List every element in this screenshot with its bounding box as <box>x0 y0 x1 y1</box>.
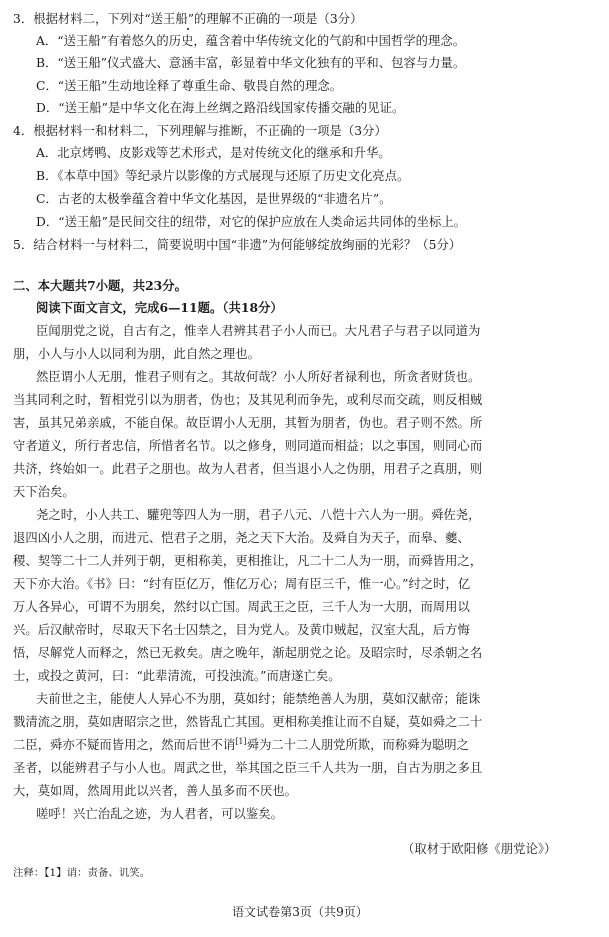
section-2-subheading: 阅读下面文言文，完成6—11题。（共18分） <box>36 300 283 315</box>
passage-line: 天下亦大治。《书》曰：“纣有臣亿万，惟亿万心；周有臣三千，惟一心。”纣之时，亿 <box>13 577 471 591</box>
passage-line: 兴。后汉献帝时，尽取天下名士囚禁之，目为党人。及黄巾贼起，汉室大乱，后方悔 <box>13 623 470 637</box>
passage-line: 大，莫如周，然周用此以兴者，善人虽多而不厌也。 <box>13 784 297 798</box>
passage-line: 尧之时，小人共工、驩兜等四人为一朋，君子八元、八恺十六人为一朋。舜佐尧， <box>36 508 481 522</box>
passage-line: 戮清流之朋，莫如唐昭宗之世，然皆乱亡其国。更相称美推让而不自疑，莫如舜之二十 <box>13 715 483 729</box>
passage-line: 然臣谓小人无朋，惟君子则有之。其故何哉？小人所好者禄利也，所贪者财货也。 <box>36 370 481 384</box>
passage-line: 士，或投之黄河，曰：“此辈清流，可投浊流。”而唐遂亡矣。 <box>13 669 341 683</box>
passage-line: 万人各异心，可谓不为朋矣，然纣以亡国。周武王之臣，三千人为一大朋，而周用以 <box>13 600 470 614</box>
question-4-option-d: D．“送王船”是民间交往的纽带，对它的保护应放在人类命运共同体的坐标上。 <box>36 215 467 229</box>
question-5-stem: 5．结合材料一与材料二，简要说明中国“非遗”为何能够绽放绚丽的光彩？（5分） <box>13 238 462 252</box>
question-4-option-b: B．《本草中国》等纪录片以影像的方式展现与还原了历史文化亮点。 <box>36 169 410 183</box>
note-marker: [1] <box>235 736 247 746</box>
question-3-stem <box>13 10 362 28</box>
passage-line: 守者道义，所行者忠信，所惜者名节。以之修身，则同道而相益；以之事国，则同心而 <box>13 439 483 453</box>
passage-source: （取材于欧阳修《朋党论》） <box>402 842 557 856</box>
passage-line: 嗟呼！兴亡治乱之迹，为人君者，可以鉴矣。 <box>36 807 283 821</box>
section-2-heading: 二、本大题共7小题，共23分。 <box>13 278 187 293</box>
question-4-option-a: A．北京烤鸭、皮影戏等艺术形式，是对传统文化的继承和升华。 <box>36 146 391 160</box>
passage-line: 害，虽其兄弟亲戚，不能自保。故臣谓小人无朋，其暂为朋者，伪也。君子则不然。所 <box>13 416 483 430</box>
passage-line: 圣者，以能辨君子与小人也。周武之世，举其国之臣三千人共为一朋，自古为朋之多且 <box>13 761 483 775</box>
passage-line: 悟，尽解党人而释之，然已无救矣。唐之晚年，渐起朋党之论。及昭宗时，尽杀朝之名 <box>13 646 483 660</box>
passage-line: 当其同利之时，暂相党引以为朋者，伪也；及其见利而争先，或利尽而交疏，则反相贼 <box>13 393 483 407</box>
passage-line-part: 二臣，舜亦不疑而皆用之，然而后世不诮 <box>13 738 236 752</box>
question-3-option-b: B．“送王船”仪式盛大、意涵丰富，彰显着中华文化独有的平和、包容与力量。 <box>36 56 466 70</box>
question-3-option-c: C．“送王船”生动地诠释了尊重生命、敬畏自然的理念。 <box>36 79 343 93</box>
page-footer: 语文试卷第3页（共9页） <box>232 905 368 919</box>
passage-line: 共济，终始如一。此君子之朋也。故为人君者，但当退小人之伪朋，用君子之真朋，则 <box>13 462 483 476</box>
passage-line: 退四凶小人之朋，而进元、恺君子之朋，尧之天下大治。及舜自为天子，而皋、夔、 <box>13 531 470 545</box>
passage-line: 臣闻朋党之说，自古有之，惟幸人君辨其君子小人而已。大凡君子与君子以同道为 <box>36 324 481 338</box>
question-4-option-c: C．古老的太极拳蕴含着中华文化基因，是世界级的“非遗名片”。 <box>36 192 392 206</box>
annotation-note: 注释：【1】诮：责备、讥笑。 <box>13 867 151 879</box>
question-3-option-d: D．“送王船”是中华文化在海上丝绸之路沿线国家传播交融的见证。 <box>36 101 405 115</box>
passage-line-with-note <box>13 736 469 754</box>
passage-line: 稷、契等二十二人并列于朝，更相称美，更相推让，凡二十二人为一朋，而舜皆用之， <box>13 554 483 568</box>
passage-line-part: 舜为二十二人朋党所欺，而称舜为聪明之 <box>246 738 469 752</box>
passage-line: 夫前世之主，能使人人异心不为朋，莫如纣；能禁绝善人为朋，莫如汉献帝；能诛 <box>36 692 481 706</box>
passage-line: 天下治矣。 <box>13 485 75 499</box>
passage-line: 朋，小人与小人以同利为朋，此自然之理也。 <box>13 347 260 361</box>
question-4-stem: 4．根据材料一和材料二，下列理解与推断，不正确的一项是（3分） <box>13 124 387 138</box>
question-3-option-a: A．“送王船”有着悠久的历史，蕴含着中华传统文化的气韵和中国哲学的理念。 <box>36 34 466 48</box>
question-3-stem-text: 3．根据材料二，下列对“送王船”的理解不正确的一项是（3分） <box>13 12 363 26</box>
